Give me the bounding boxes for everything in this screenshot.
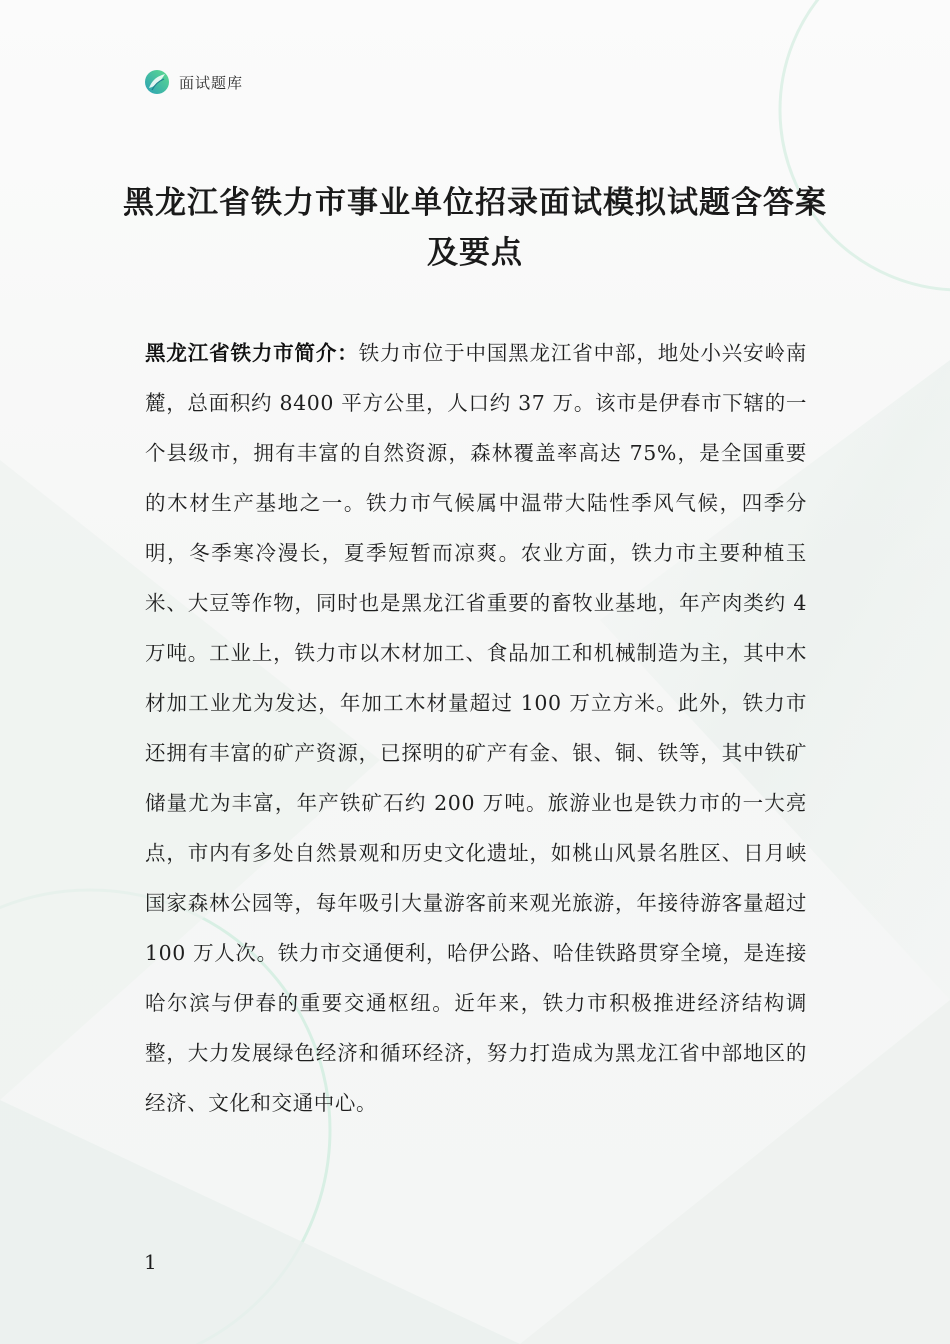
header-brand (143, 66, 243, 98)
intro-label: 黑龙江省铁力市简介： (145, 341, 359, 365)
page-title: 黑龙江省铁力市事业单位招录面试模拟试题含答案及要点 (123, 185, 827, 271)
leaf-logo-icon (143, 68, 171, 96)
page-number: 1 (144, 1250, 157, 1274)
brand-name: 面试题库 (179, 73, 244, 92)
intro-paragraph (145, 328, 807, 1128)
intro-text: 铁力市位于中国黑龙江省中部，地处小兴安岭南麓，总面积约 8400 平方公里，人口约 37 万。该市是伊春市下辖的一个县级市，拥有丰富的自然资源，森林覆盖率高达 75%，是全国重要的木材生产基地之一。铁力市气候属中温带大陆性季风气候，四季分明，冬季寒冷漫长，夏季短暂而凉爽。农业方面，铁力市主要种植玉米、大豆等作物，同时也是黑龙江省重要的畜牧业基地，年产肉类约 4 万吨。工业上，铁力市以木材加工、食品加工和机械制造为主，其中木材加工业尤为发达，年加工木材量超过 100 万立方米。此外，铁力市还拥有丰富的矿产资源，已探明的矿产有金、银、铜、铁等，其中铁矿储量尤为丰富，年产铁矿石约 200 万吨。旅游业也是铁力市的一大亮点，市内有多处自然景观和历史文化遗址，如桃山风景名胜区、日月峡国家森林公园等，每年吸引大量游客前来观光旅游，年接待游客量超过 100 万人次。铁力市交通便利，哈伊公路、哈佳铁路贯穿全境，是连接哈尔滨与伊春的重要交通枢纽。近年来，铁力市积极推进经济结构调整，大力发展绿色经济和循环经济，努力打造成为黑龙江省中部地区的经济、文化和交通中心。 (145, 341, 807, 1115)
